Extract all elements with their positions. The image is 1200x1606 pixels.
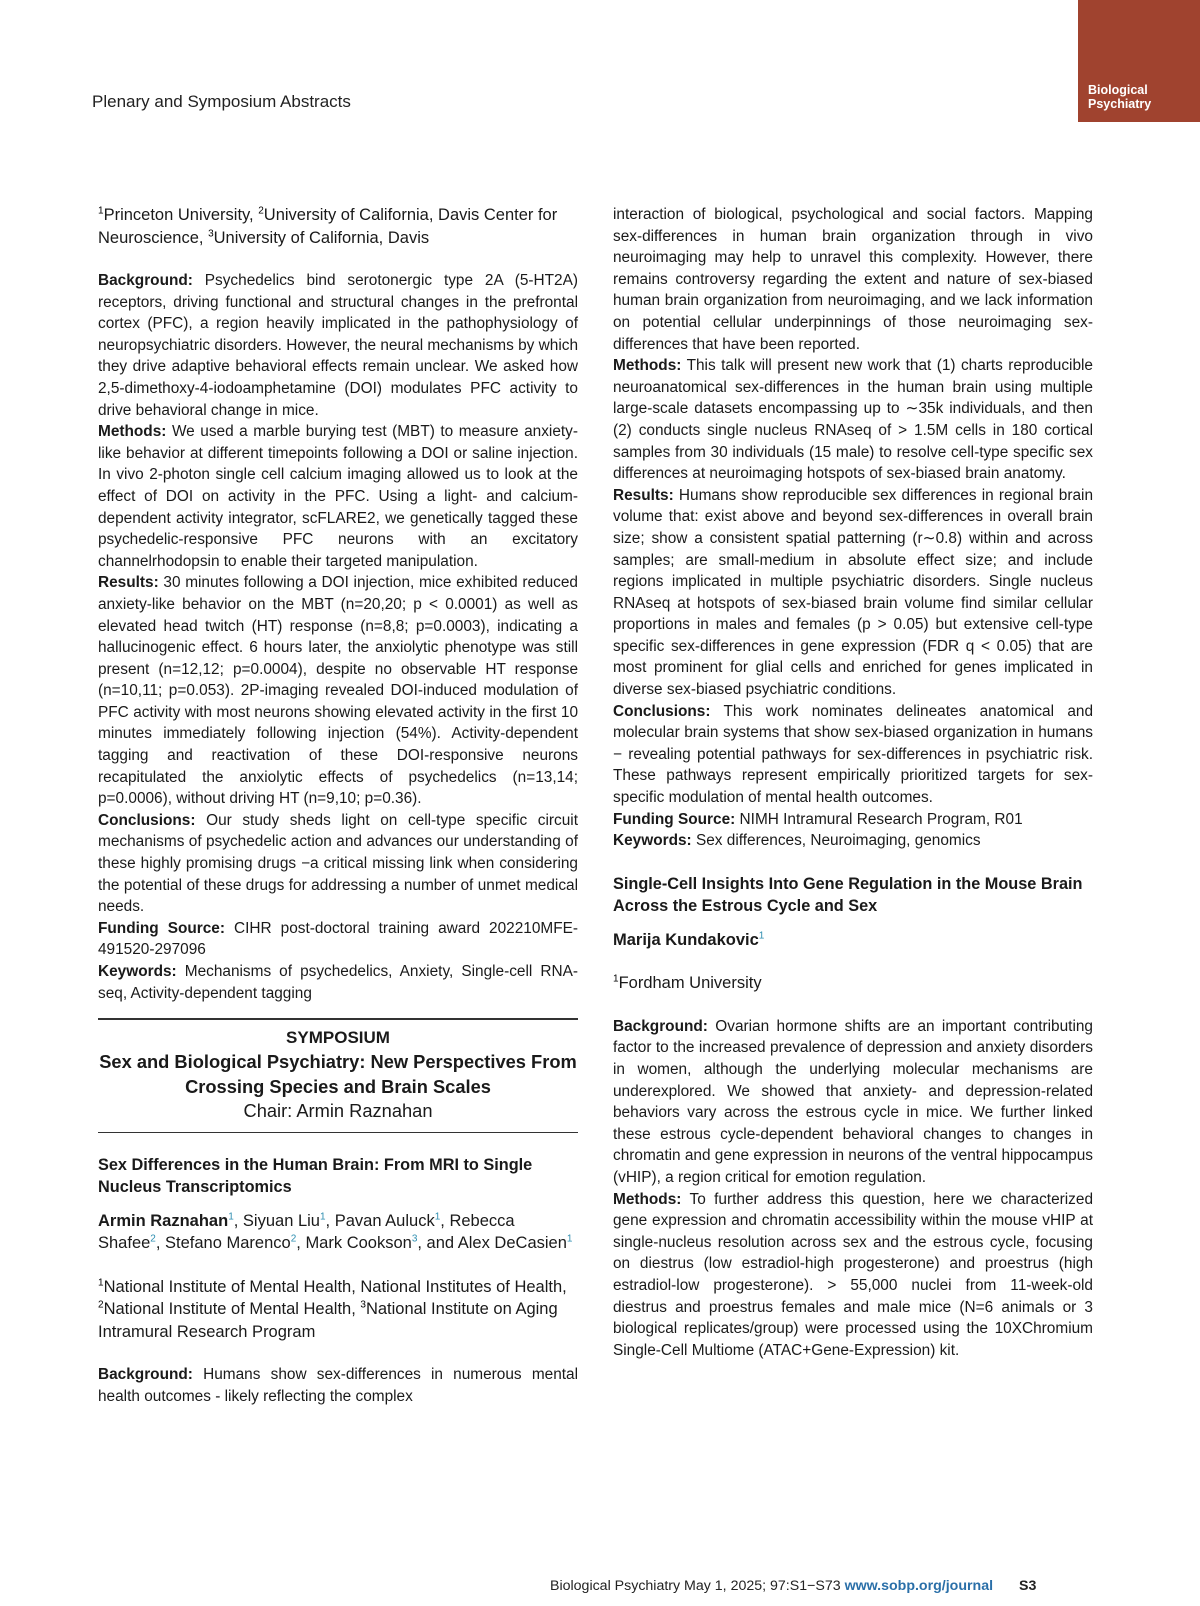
right-column [613,204,1093,1361]
results-section: Results: 30 minutes following a DOI injection, mice exhibited reduced anxiety-like behavior on the MBT (n=20,20; p < 0.0001) as well as elevated head twitch (HT) response (n=8,8; p=0.0003), indicating a hallucinogenic effect. 6 hours later, the anxiolytic phenotype was still present (n=12,12; p=0.0004), despite no observable HT response (n=10,11; p=0.053). 2P-imaging revealed DOI-induced modulation of PFC activity with most neurons showing elevated activity in the first 10 minutes immediately following injection (54%). Activity-dependent tagging and reactivation of these DOI-responsive neurons recapitulated the anxiolytic effects of psychedelics (n=13,14; p=0.0006), without driving HT (n=9,10; p=0.36). [98,574,578,808]
affiliations: $^1$Princeton University, $^2$University of California, Davis Center for Neuroscience, $^3$University of California, Davis [98,205,558,247]
funding-section: Funding Source: CIHR post-doctoral training award 202210MFE-491520-297096 [98,919,579,959]
author-list-2: Marija Kundakovic$^1$ [613,930,765,949]
symposium-title: Sex and Biological Psychiatry: New Perspectives From Crossing Species and Brain Scales [99,1051,577,1097]
affiliations-2: $^1$National Institute of Mental Health, National Institutes of Health, $^2$National Institute of Mental Health, $^3$National Institute on Aging Intramural Research Program [98,1277,567,1341]
article-title-2: Single-Cell Insights Into Gene Regulation in the Mouse Brain Across the Estrous Cycle and Sex [613,874,1083,915]
keywords-section: Keywords: Mechanisms of psychedelics, Anxiety, Single-cell RNA-seq, Activity-dependent tagging [98,963,578,1002]
conclusions-section-2: Conclusions: This work nominates delineates anatomical and molecular brain systems that show sex-biased organization in humans − revealing potential pathways for sex-differences in psychiatric risk. These pathways represent empirically prioritized targets for sex-specific modulation of mental health outcomes. [613,702,1093,807]
methods-section: Methods: We used a marble burying test (MBT) to measure anxiety-like behavior at different timepoints following a DOI or saline injection. In vivo 2-photon single cell calcium imaging allowed us to look at the effect of DOI on activity in the PFC. Using a light- and calcium-dependent activity integrator, scFLARE2, we genetically tagged these psychedelic-responsive PFC neurons with an excitatory channelrhodopsin to enable their targeted manipulation. [98,423,578,570]
citation: Biological Psychiatry May 1, 2025; 97:S1−S73 [550,1578,841,1594]
journal-tab-text: Biological Psychiatry [1088,83,1152,111]
background-continued: interaction of biological, psychological and social factors. Mapping sex-differences in human brain organization through in vivo neuroimaging may help to unravel this complexity. However, there remains controversy regarding the extent and nature of sex-biased human brain organization from neuroimaging, and we lack information on potential cellular underpinnings of those neuroimaging sex-differences that have been reported. [613,206,1093,353]
left-column [98,204,578,1407]
methods-section-2: Methods: This talk will present new work that (1) charts reproducible neuroanatomical sex-differences in the human brain using multiple large-scale datasets encompassing up to ∼35k individuals, and then (2) conducts single nucleus RNAseq of > 1.5M cells in 180 cortical samples from 30 individuals (15 male) to resolve cell-type specific sex differences at neuroimaging hotspots of sex-biased brain anatomy. [613,357,1093,483]
affiliations-3: $^1$Fordham University [613,973,762,993]
symposium-box [98,1018,578,1133]
article-title: Sex Differences in the Human Brain: From MRI to Single Nucleus Transcriptomics [98,1155,533,1196]
author-list: Armin Raznahan$^1$, Siyuan Liu$^1$, Pavan Auluck$^1$, Rebecca Shafee$^2$, Stefano Marenco$^2$, Mark Cookson$^3$, and Alex DeCasien$^1$ [98,1211,573,1253]
running-header: Plenary and Symposium Abstracts [92,92,351,111]
symposium-chair: Chair: Armin Raznahan [243,1100,433,1122]
page-footer [550,1578,1036,1594]
conclusions-section: Conclusions: Our study sheds light on cell-type specific circuit mechanisms of psychedelic action and advances our understanding of these highly promising drugs −a critical missing link when considering the potential of these drugs for addressing a number of unmet medical needs. [98,811,578,916]
journal-tab [1078,0,1200,122]
keywords-section-2: Keywords: Sex differences, Neuroimaging, genomics [613,832,981,850]
background-section-3: Background: Ovarian hormone shifts are an important contributing factor to the increased prevalence of depression and anxiety disorders in women, although the underlying molecular mechanisms are underexplored. We showed that anxiety- and depression-related behaviors vary across the estrous cycle in mice. We further linked these estrous cycle-dependent behavioral changes to changes in chromatin and gene expression in neurons of the ventral hippocampus (vHIP), a region critical for emotion regulation. [613,1017,1093,1186]
background-section-2: Background: Humans show sex-differences in numerous mental health outcomes - likely reflecting the complex [98,1366,579,1405]
symposium-label: SYMPOSIUM [286,1028,390,1048]
page-number: S3 [1018,1578,1037,1594]
methods-section-3: Methods: To further address this question, here we characterized gene expression and chromatin accessibility within the mouse vHIP at single-nucleus resolution across sex and the estrous cycle, focusing on diestrus (low estradiol-high progesterone) and proestrus (high estradiol-low progesterone). > 55,000 nuclei from 11-week-old diestrus and proestrus females and male mice (N=6 animals or 3 biological replicates/group) were processed using the 10XChromium Single-Cell Multiome (ATAC+Gene-Expression) kit. [613,1190,1093,1359]
results-section-2: Results: Humans show reproducible sex differences in regional brain volume that: exist above and beyond sex-differences in overall brain size; show a consistent spatial patterning (r∼0.8) within and across samples; are small-medium in absolute effect size; and include regions implicated in multiple psychiatric disorders. Single nucleus RNAseq at hotspots of sex-biased brain volume find similar cellular proportions in males and females (p > 0.05) but extensive cell-type specific sex-differences in gene expression (FDR q < 0.05) that are most prominent for glial cells and enriched for genes implicated in diverse sex-biased psychiatric conditions. [613,486,1094,699]
funding-section-2: Funding Source: NIMH Intramural Research Program, R01 [613,810,1023,828]
background-section: Background: Psychedelics bind serotonergic type 2A (5-HT2A) receptors, driving functional and structural changes in the prefrontal cortex (PFC), a region heavily implicated in the pathophysiology of neuropsychiatric disorders. However, the neural mechanisms by which they drive adaptive behavioral effects remain unclear. We asked how 2,5-dimethoxy-4-iodoamphetamine (DOI) modulates PFC activity to drive behavioral change in mice. [98,272,578,419]
journal-link[interactable]: www.sobp.org/journal [844,1578,994,1594]
